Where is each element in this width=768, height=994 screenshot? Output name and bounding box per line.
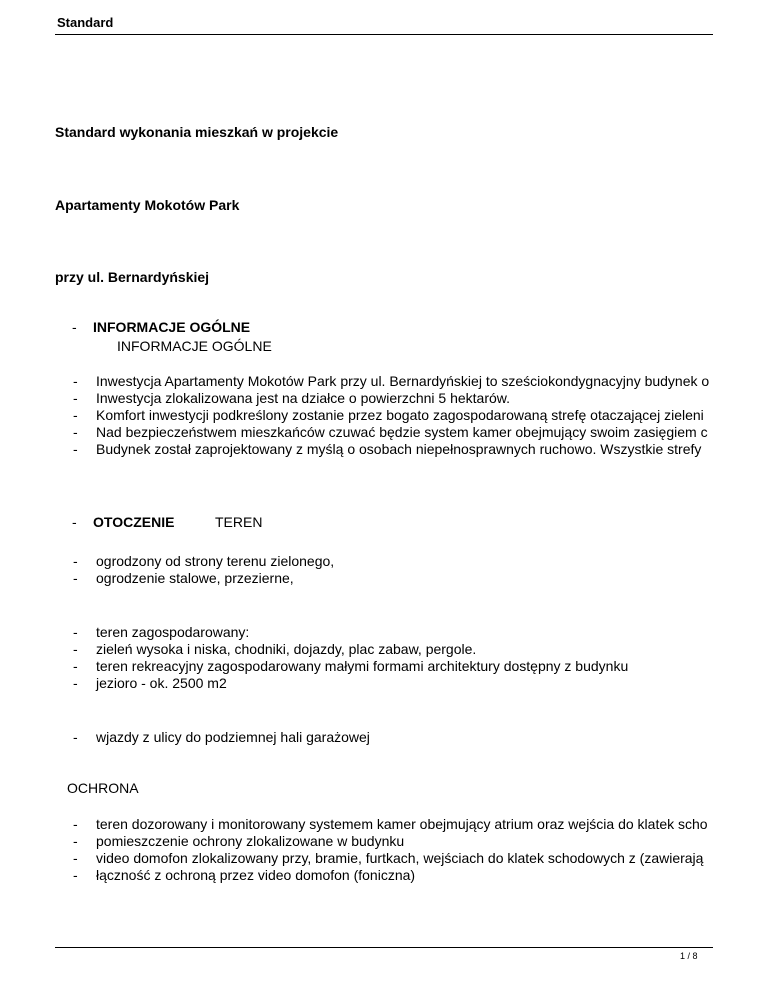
section-subheading-info: INFORMACJE OGÓLNE <box>117 338 272 354</box>
section-bullet: - <box>72 514 77 530</box>
list-item: Nad bezpieczeństwem mieszkańców czuwać będzie system kamer obejmujący swoim zasięgiem c <box>96 424 708 440</box>
list-dash: - <box>73 441 78 457</box>
list-dash: - <box>73 658 78 674</box>
list-item: Inwestycja zlokalizowana jest na działce o powierzchni 5 hektarów. <box>96 390 510 406</box>
section-heading-env: OTOCZENIE <box>93 514 175 530</box>
list-dash: - <box>73 816 78 832</box>
list-item: video domofon zlokalizowany przy, bramie, furtkach, wejściach do klatek schodowych z (zawierają <box>96 850 704 866</box>
list-dash: - <box>73 407 78 423</box>
list-dash: - <box>73 850 78 866</box>
list-item: łączność z ochroną przez video domofon (foniczna) <box>96 867 416 883</box>
project-name: Apartamenty Mokotów Park <box>55 197 240 213</box>
list-item: Komfort inwestycji podkreślony zostanie przez bogato zagospodarowaną strefę otaczającej zieleni <box>96 407 704 423</box>
list-dash: - <box>73 867 78 883</box>
page-number: 1 / 8 <box>680 951 698 961</box>
list-item: teren dozorowany i monitorowany systemem kamer obejmujący atrium oraz wejścia do klatek scho <box>96 816 708 832</box>
footer-divider <box>55 947 713 948</box>
list-item: jezioro - ok. 2500 m2 <box>96 675 227 691</box>
list-dash: - <box>73 729 78 745</box>
list-item: pomieszczenie ochrony zlokalizowane w budynku <box>96 833 405 849</box>
list-item: ogrodzony od strony terenu zielonego, <box>96 553 335 569</box>
document-title: Standard wykonania mieszkań w projekcie <box>55 124 339 140</box>
list-item: teren zagospodarowany: <box>96 624 250 640</box>
project-address: przy ul. Bernardyńskiej <box>55 269 210 285</box>
list-dash: - <box>73 553 78 569</box>
section-bullet: - <box>72 319 77 335</box>
list-item: Budynek został zaprojektowany z myślą o osobach niepełnosprawnych ruchowo. Wszystkie strefy <box>96 441 702 457</box>
section-heading-info: INFORMACJE OGÓLNE <box>93 319 251 335</box>
list-dash: - <box>73 570 78 586</box>
list-dash: - <box>73 424 78 440</box>
list-dash: - <box>73 641 78 657</box>
list-item: zieleń wysoka i niska, chodniki, dojazdy, plac zabaw, pergole. <box>96 641 477 657</box>
list-item: Inwestycja Apartamenty Mokotów Park przy ul. Bernardyńskiej to sześciokondygnacyjny budynek o <box>96 373 710 389</box>
list-item: teren rekreacyjny zagospodarowany małymi formami architektury dostępny z budynku <box>96 658 629 674</box>
running-header: Standard <box>57 15 114 30</box>
list-item: ogrodzenie stalowe, przezierne, <box>96 570 294 586</box>
list-dash: - <box>73 390 78 406</box>
header-divider <box>55 34 713 35</box>
section-subheading-env: TEREN <box>215 514 263 530</box>
list-dash: - <box>73 675 78 691</box>
list-dash: - <box>73 373 78 389</box>
list-item: wjazdy z ulicy do podziemnej hali garażowej <box>96 729 370 745</box>
list-dash: - <box>73 624 78 640</box>
list-dash: - <box>73 833 78 849</box>
section-heading-security: OCHRONA <box>67 780 139 796</box>
